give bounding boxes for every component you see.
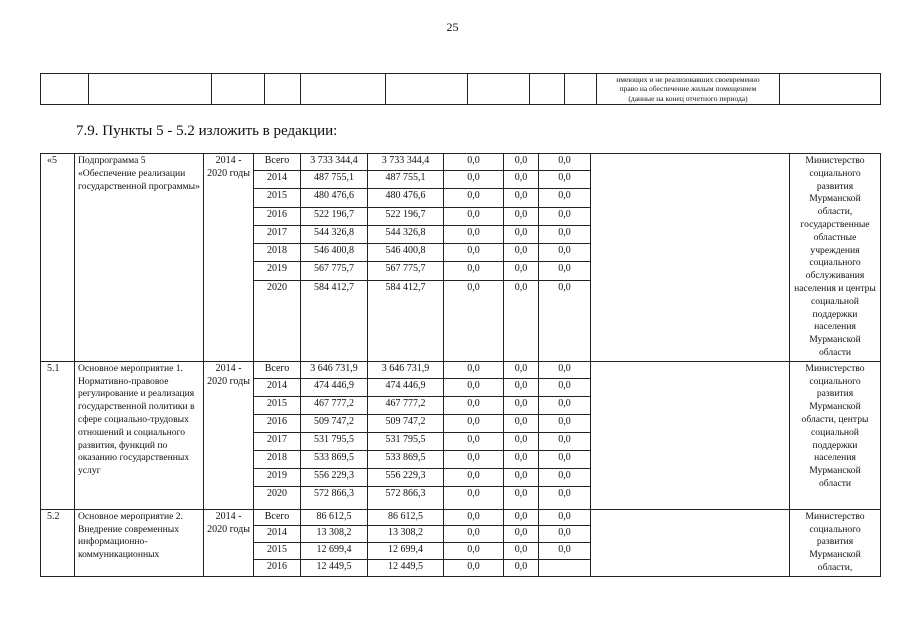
- executor-cell: Министерство социального развития Мурманской области,: [790, 509, 881, 576]
- total-cell: 556 229,3: [301, 468, 368, 486]
- other-sources-cell: 0,0: [539, 280, 591, 361]
- top-cell: [41, 74, 89, 105]
- top-cell: [265, 74, 301, 105]
- year-cell: 2020: [254, 486, 301, 509]
- note-line: имеющих и не реализовавших своевременно: [616, 75, 760, 84]
- local-budget-cell: 0,0: [504, 526, 539, 543]
- federal-budget-cell: 0,0: [444, 486, 504, 509]
- regional-budget-cell: 86 612,5: [368, 509, 444, 526]
- other-sources-cell: 0,0: [539, 414, 591, 432]
- year-cell: 2016: [254, 207, 301, 225]
- other-sources-cell: 0,0: [539, 543, 591, 560]
- federal-budget-cell: 0,0: [444, 262, 504, 280]
- other-sources-cell: 0,0: [539, 509, 591, 526]
- year-cell: 2019: [254, 468, 301, 486]
- local-budget-cell: 0,0: [504, 225, 539, 243]
- regional-budget-cell: 584 412,7: [368, 280, 444, 361]
- regional-budget-cell: 467 777,2: [368, 396, 444, 414]
- local-budget-cell: 0,0: [504, 560, 539, 577]
- local-budget-cell: 0,0: [504, 432, 539, 450]
- total-cell: 474 446,9: [301, 378, 368, 396]
- year-cell: 2014: [254, 526, 301, 543]
- local-budget-cell: 0,0: [504, 280, 539, 361]
- other-sources-cell: 0,0: [539, 378, 591, 396]
- regional-budget-cell: 13 308,2: [368, 526, 444, 543]
- item-number: 5.2: [41, 509, 75, 576]
- item-period: 2014 - 2020 годы: [204, 154, 254, 362]
- federal-budget-cell: 0,0: [444, 468, 504, 486]
- other-sources-cell: 0,0: [539, 225, 591, 243]
- top-cell: [565, 74, 597, 105]
- other-sources-cell: 0,0: [539, 486, 591, 509]
- top-cell: [89, 74, 212, 105]
- other-sources-cell: 0,0: [539, 396, 591, 414]
- indicator-cell: [591, 361, 790, 509]
- total-cell: 531 795,5: [301, 432, 368, 450]
- total-cell: 567 775,7: [301, 262, 368, 280]
- federal-budget-cell: 0,0: [444, 414, 504, 432]
- total-cell: 3 646 731,9: [301, 361, 368, 378]
- top-cell: [386, 74, 468, 105]
- continuation-table: [40, 73, 881, 105]
- total-cell: 544 326,8: [301, 225, 368, 243]
- total-cell: 12 699,4: [301, 543, 368, 560]
- regional-budget-cell: 556 229,3: [368, 468, 444, 486]
- federal-budget-cell: 0,0: [444, 432, 504, 450]
- federal-budget-cell: 0,0: [444, 526, 504, 543]
- total-cell: 480 476,6: [301, 189, 368, 207]
- total-cell: 12 449,5: [301, 560, 368, 577]
- year-cell: 2018: [254, 450, 301, 468]
- top-cell: [468, 74, 530, 105]
- total-cell: 546 400,8: [301, 244, 368, 262]
- other-sources-cell: 0,0: [539, 262, 591, 280]
- regional-budget-cell: 546 400,8: [368, 244, 444, 262]
- year-cell: Всего: [254, 361, 301, 378]
- regional-budget-cell: 544 326,8: [368, 225, 444, 243]
- local-budget-cell: 0,0: [504, 189, 539, 207]
- total-cell: 13 308,2: [301, 526, 368, 543]
- federal-budget-cell: 0,0: [444, 378, 504, 396]
- federal-budget-cell: 0,0: [444, 225, 504, 243]
- total-cell: 533 869,5: [301, 450, 368, 468]
- item-name: Основное мероприятие 1. Нормативно-правовое регулирование и реализация государственной политики в сфере социально-трудовых отношений и социального развития, функций по оказанию государственных услуг: [75, 361, 204, 509]
- total-cell: 509 747,2: [301, 414, 368, 432]
- total-cell: 572 866,3: [301, 486, 368, 509]
- federal-budget-cell: 0,0: [444, 280, 504, 361]
- year-cell: 2020: [254, 280, 301, 361]
- total-cell: 3 733 344,4: [301, 154, 368, 171]
- table-row: [41, 361, 881, 378]
- local-budget-cell: 0,0: [504, 543, 539, 560]
- other-sources-cell: 0,0: [539, 207, 591, 225]
- note-line: право на обеспечение жилым помещением: [619, 84, 757, 94]
- local-budget-cell: 0,0: [504, 468, 539, 486]
- other-sources-cell: 0,0: [539, 468, 591, 486]
- local-budget-cell: 0,0: [504, 171, 539, 189]
- local-budget-cell: 0,0: [504, 262, 539, 280]
- federal-budget-cell: 0,0: [444, 189, 504, 207]
- other-sources-cell: 0,0: [539, 526, 591, 543]
- local-budget-cell: 0,0: [504, 378, 539, 396]
- year-cell: Всего: [254, 509, 301, 526]
- year-cell: 2015: [254, 543, 301, 560]
- other-sources-cell: 0,0: [539, 189, 591, 207]
- table-row: [41, 154, 881, 171]
- indicator-note: [597, 74, 780, 105]
- regional-budget-cell: 487 755,1: [368, 171, 444, 189]
- other-sources-cell: 0,0: [539, 244, 591, 262]
- federal-budget-cell: 0,0: [444, 171, 504, 189]
- local-budget-cell: 0,0: [504, 450, 539, 468]
- year-cell: 2018: [254, 244, 301, 262]
- year-cell: 2016: [254, 560, 301, 577]
- item-name: Основное мероприятие 2. Внедрение современных информационно-коммуникационных: [75, 509, 204, 576]
- regional-budget-cell: 533 869,5: [368, 450, 444, 468]
- regional-budget-cell: 531 795,5: [368, 432, 444, 450]
- item-period: 2014 - 2020 годы: [204, 509, 254, 576]
- local-budget-cell: 0,0: [504, 154, 539, 171]
- federal-budget-cell: 0,0: [444, 244, 504, 262]
- regional-budget-cell: 474 446,9: [368, 378, 444, 396]
- other-sources-cell: 0,0: [539, 361, 591, 378]
- federal-budget-cell: 0,0: [444, 154, 504, 171]
- year-cell: Всего: [254, 154, 301, 171]
- regional-budget-cell: 572 866,3: [368, 486, 444, 509]
- table-row: [41, 509, 881, 526]
- federal-budget-cell: 0,0: [444, 543, 504, 560]
- federal-budget-cell: 0,0: [444, 361, 504, 378]
- other-sources-cell: 0,0: [539, 432, 591, 450]
- indicator-cell: [591, 509, 790, 576]
- other-sources-cell: 0,0: [539, 450, 591, 468]
- total-cell: 487 755,1: [301, 171, 368, 189]
- total-cell: 467 777,2: [301, 396, 368, 414]
- year-cell: 2019: [254, 262, 301, 280]
- year-cell: 2017: [254, 432, 301, 450]
- top-cell: [212, 74, 265, 105]
- program-table: [40, 153, 881, 577]
- federal-budget-cell: 0,0: [444, 396, 504, 414]
- other-sources-cell: 0,0: [539, 171, 591, 189]
- year-cell: 2016: [254, 414, 301, 432]
- section-heading: 7.9. Пункты 5 - 5.2 изложить в редакции:: [76, 123, 338, 139]
- regional-budget-cell: 509 747,2: [368, 414, 444, 432]
- note-line: (данные на конец отчетного периода): [628, 93, 748, 103]
- item-period: 2014 - 2020 годы: [204, 361, 254, 509]
- regional-budget-cell: 3 733 344,4: [368, 154, 444, 171]
- top-cell: [530, 74, 565, 105]
- indicator-cell: [591, 154, 790, 362]
- top-cell: [780, 74, 881, 105]
- regional-budget-cell: 12 449,5: [368, 560, 444, 577]
- year-cell: 2014: [254, 378, 301, 396]
- year-cell: 2015: [254, 396, 301, 414]
- federal-budget-cell: 0,0: [444, 207, 504, 225]
- regional-budget-cell: 480 476,6: [368, 189, 444, 207]
- local-budget-cell: 0,0: [504, 207, 539, 225]
- top-cell: [301, 74, 386, 105]
- item-number: «5: [41, 154, 75, 362]
- year-cell: 2014: [254, 171, 301, 189]
- local-budget-cell: 0,0: [504, 396, 539, 414]
- executor-cell: Министерство социального развития Мурманской области, государственные областные учреждения социального обслуживания населения и центры социальной поддержки населения Мурманской области: [790, 154, 881, 362]
- regional-budget-cell: 12 699,4: [368, 543, 444, 560]
- year-cell: 2017: [254, 225, 301, 243]
- local-budget-cell: 0,0: [504, 361, 539, 378]
- page-number: 25: [446, 20, 459, 34]
- local-budget-cell: 0,0: [504, 414, 539, 432]
- executor-cell: Министерство социального развития Мурманской области, центры социальной поддержки населения Мурманской области: [790, 361, 881, 509]
- other-sources-cell: [539, 560, 591, 577]
- local-budget-cell: 0,0: [504, 509, 539, 526]
- regional-budget-cell: 522 196,7: [368, 207, 444, 225]
- total-cell: 584 412,7: [301, 280, 368, 361]
- regional-budget-cell: 3 646 731,9: [368, 361, 444, 378]
- other-sources-cell: 0,0: [539, 154, 591, 171]
- local-budget-cell: 0,0: [504, 244, 539, 262]
- year-cell: 2015: [254, 189, 301, 207]
- item-number: 5.1: [41, 361, 75, 509]
- federal-budget-cell: 0,0: [444, 450, 504, 468]
- federal-budget-cell: 0,0: [444, 560, 504, 577]
- total-cell: 522 196,7: [301, 207, 368, 225]
- federal-budget-cell: 0,0: [444, 509, 504, 526]
- regional-budget-cell: 567 775,7: [368, 262, 444, 280]
- total-cell: 86 612,5: [301, 509, 368, 526]
- local-budget-cell: 0,0: [504, 486, 539, 509]
- item-name: Подпрограмма 5 «Обеспечение реализации государственной программы»: [75, 154, 204, 362]
